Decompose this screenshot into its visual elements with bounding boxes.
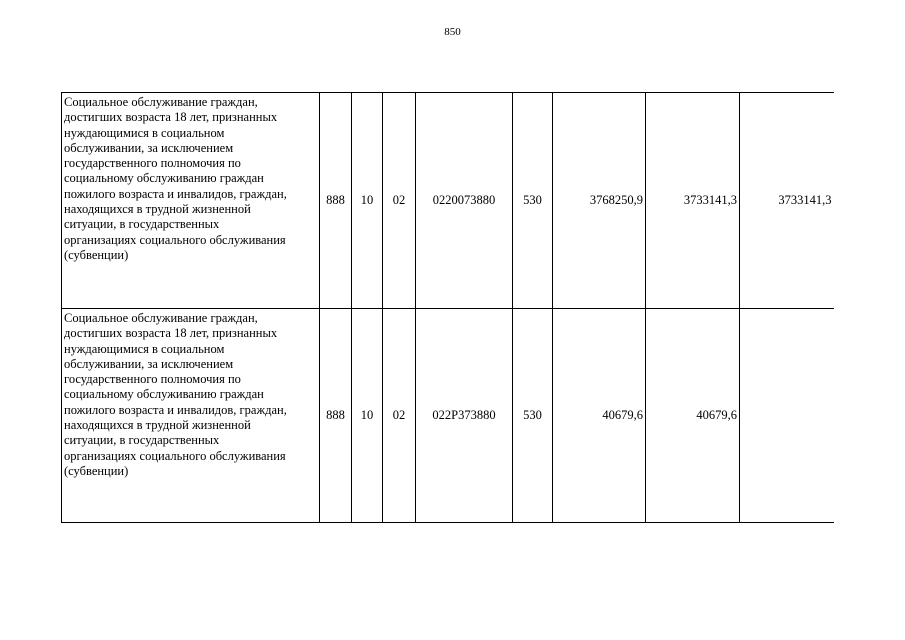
description-cell	[62, 309, 320, 523]
description-line: обслуживании, за исключением	[64, 356, 234, 371]
subsection-code-cell: 02	[383, 93, 416, 309]
description-line: обслуживании, за исключением	[64, 140, 234, 155]
ministry-code-cell: 888	[320, 309, 352, 523]
description-line: Социальное обслуживание граждан,	[64, 95, 258, 109]
amount-cell-2: 40679,6	[646, 309, 740, 523]
description-line: пожилого возраста и инвалидов, граждан,	[64, 186, 287, 201]
target-article-cell: 0220073880	[416, 93, 513, 309]
budget-table	[61, 92, 834, 523]
description-line: находящихся в трудной жизненной	[64, 202, 251, 217]
description-line: (субвенции)	[64, 247, 129, 262]
amount-cell-1: 3768250,9	[553, 93, 646, 309]
description-line: Социальное обслуживание граждан,	[64, 311, 258, 325]
description-line: достигших возраста 18 лет, признанных	[64, 326, 278, 341]
section-code-cell: 10	[352, 309, 383, 523]
page-number: 850	[444, 26, 461, 38]
ministry-code-cell: 888	[320, 93, 352, 309]
description-line: нуждающимися в социальном	[64, 125, 225, 140]
table-row	[62, 93, 834, 309]
description-line: нуждающимися в социальном	[64, 341, 225, 356]
description-line: социальному обслуживанию граждан	[64, 387, 264, 402]
description-line: ситуации, в государственных	[64, 217, 220, 232]
subsection-code-cell: 02	[383, 309, 416, 523]
amount-cell-3	[740, 309, 834, 523]
description-line: достигших возраста 18 лет, признанных	[64, 110, 278, 125]
description-cell	[62, 93, 320, 309]
amount-cell-2: 3733141,3	[646, 93, 740, 309]
amount-cell-1: 40679,6	[553, 309, 646, 523]
description-line: социальному обслуживанию граждан	[64, 171, 264, 186]
amount-cell-3: 3733141,3	[740, 93, 834, 309]
description-line: организациях социального обслуживания	[64, 232, 286, 247]
description-line: находящихся в трудной жизненной	[64, 418, 251, 433]
table-row	[62, 309, 834, 523]
description-line: пожилого возраста и инвалидов, граждан,	[64, 402, 287, 417]
section-code-cell: 10	[352, 93, 383, 309]
description-line: ситуации, в государственных	[64, 433, 220, 448]
description-line: государственного полномочия по	[64, 372, 241, 387]
target-article-cell: 022Р373880	[416, 309, 513, 523]
description-line: (субвенции)	[64, 463, 129, 478]
expense-type-cell: 530	[513, 93, 553, 309]
expense-type-cell: 530	[513, 309, 553, 523]
description-line: организациях социального обслуживания	[64, 448, 286, 463]
description-line: государственного полномочия по	[64, 156, 241, 171]
